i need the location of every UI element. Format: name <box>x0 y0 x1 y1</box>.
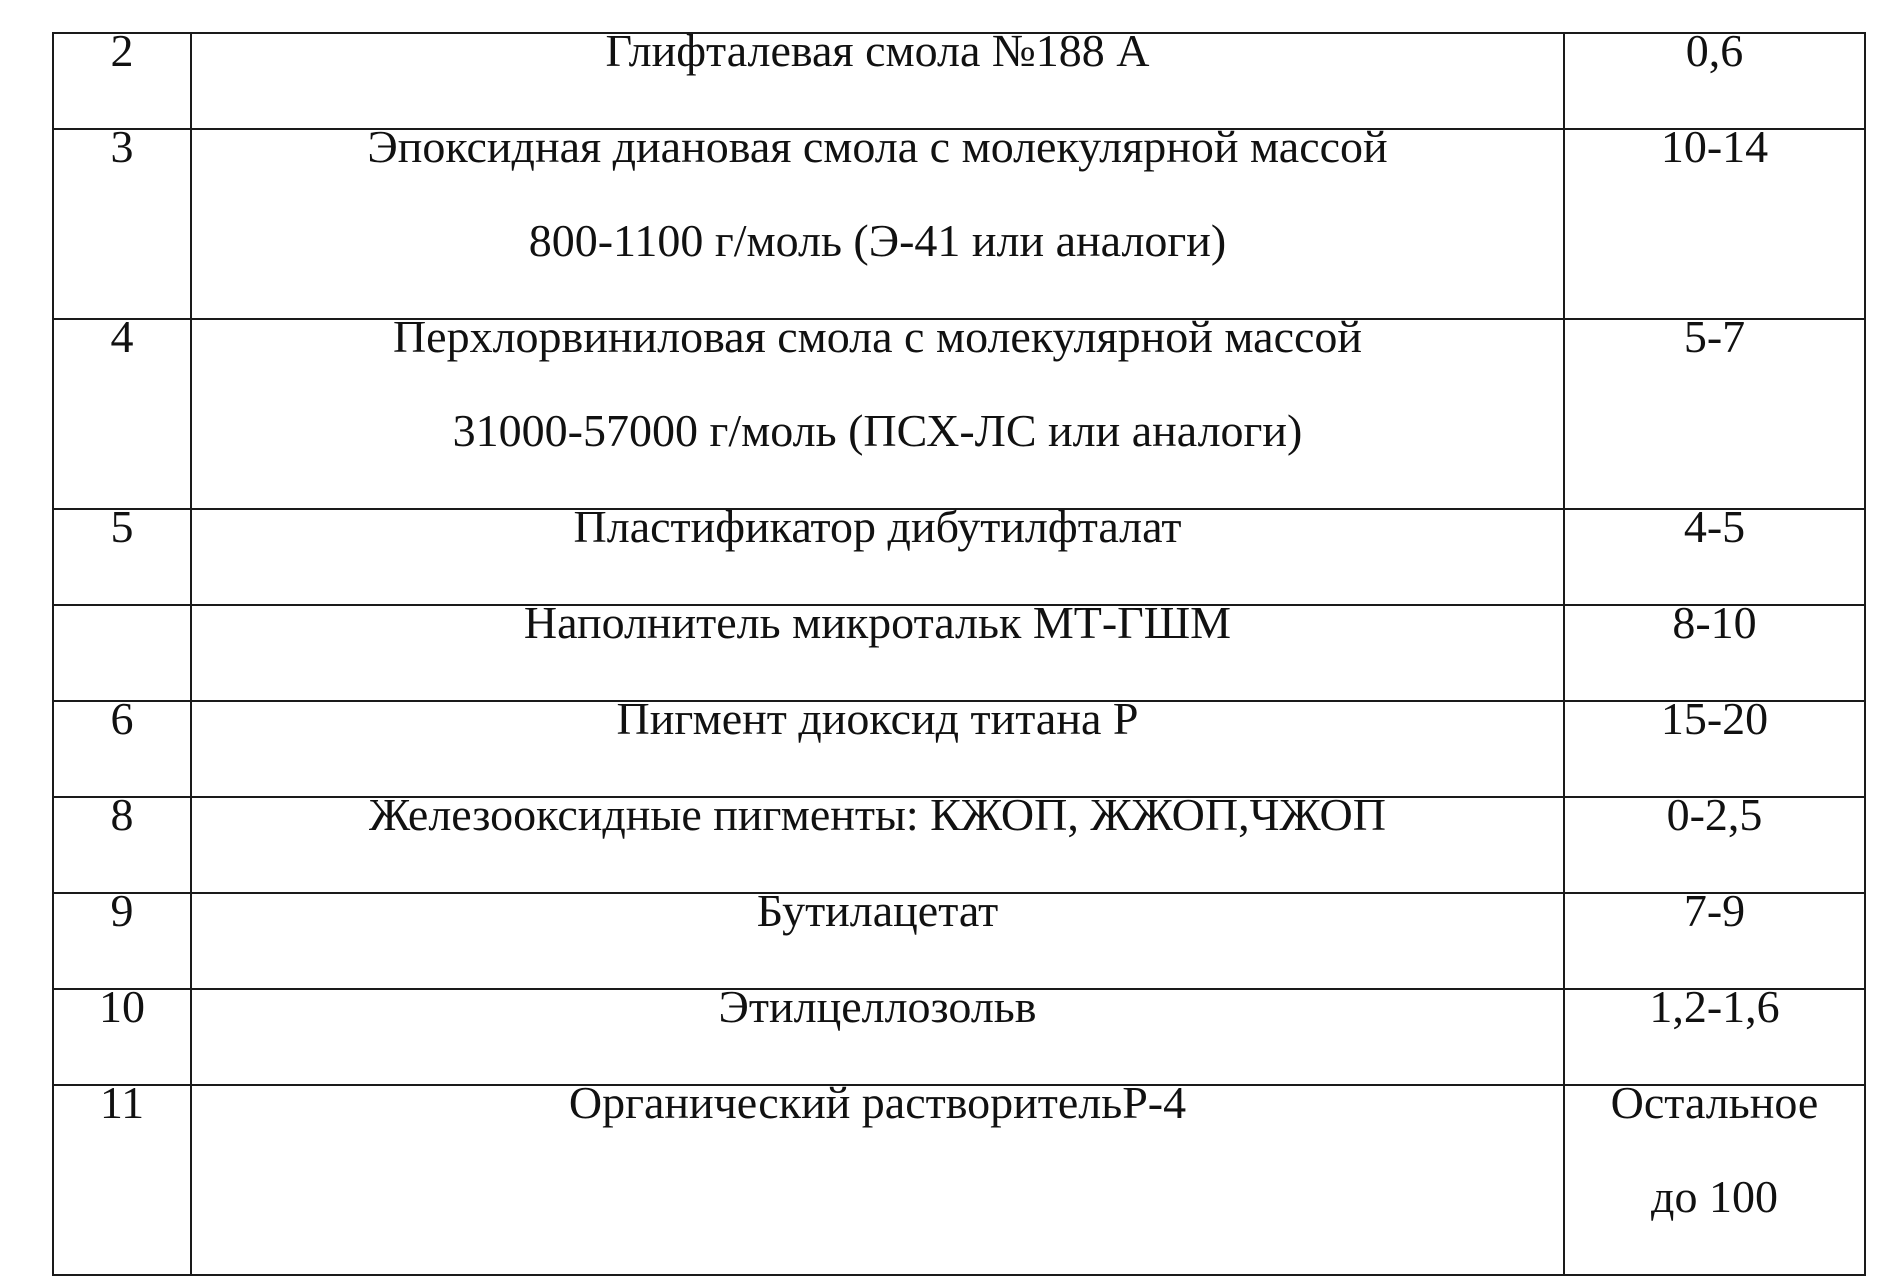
component-amount: 0-2,5 <box>1666 789 1763 840</box>
row-number: 5 <box>110 501 134 552</box>
component-amount: 7-9 <box>1683 885 1746 936</box>
component-name: Пигмент диоксид титана Р <box>616 693 1139 744</box>
component-amount: 5-7 <box>1683 311 1746 362</box>
composition-table <box>52 25 1866 1276</box>
component-amount: 1,2-1,6 <box>1649 981 1780 1032</box>
row-number-cell <box>53 1077 191 1275</box>
component-name: Этилцеллозольв <box>718 981 1037 1032</box>
row-number: 8 <box>110 789 134 840</box>
row-number-cell <box>53 501 191 605</box>
row-number: 2 <box>110 25 134 76</box>
component-amount: 15-20 <box>1660 693 1769 744</box>
component-amount: Остальное до 100 <box>1610 1077 1819 1222</box>
component-name: Наполнитель микротальк МТ-ГШМ <box>523 597 1232 648</box>
component-amount: 0,6 <box>1685 25 1744 76</box>
composition-table-body <box>53 25 1865 1275</box>
row-number: 3 <box>110 121 134 172</box>
row-number: 11 <box>99 1077 145 1128</box>
row-number: 6 <box>110 693 134 744</box>
component-amount: 4-5 <box>1683 501 1746 552</box>
component-name: Глифталевая смола №188 А <box>605 25 1150 76</box>
component-name: Перхлорвиниловая смола с молекулярной массой 31000-57000 г/моль (ПСХ-ЛС или аналоги) <box>392 311 1363 456</box>
row-number: 4 <box>110 311 134 362</box>
component-amount: 10-14 <box>1660 121 1769 172</box>
component-name: Органический растворительР-4 <box>568 1077 1187 1128</box>
table-row <box>53 1085 1865 1275</box>
component-name: Пластификатор дибутилфталат <box>573 501 1182 552</box>
component-name: Бутилацетат <box>756 885 999 936</box>
component-name: Эпоксидная диановая смола с молекулярной массой 800-1100 г/моль (Э-41 или аналоги) <box>367 121 1388 266</box>
row-number: 9 <box>110 885 134 936</box>
component-name-cell <box>191 1077 1564 1275</box>
component-amount: 8-10 <box>1672 597 1757 648</box>
component-amount-cell <box>1564 1077 1865 1275</box>
component-name: Железооксидные пигменты: КЖОП, ЖЖОП,ЧЖОП <box>369 789 1386 840</box>
row-number: 10 <box>99 981 145 1032</box>
